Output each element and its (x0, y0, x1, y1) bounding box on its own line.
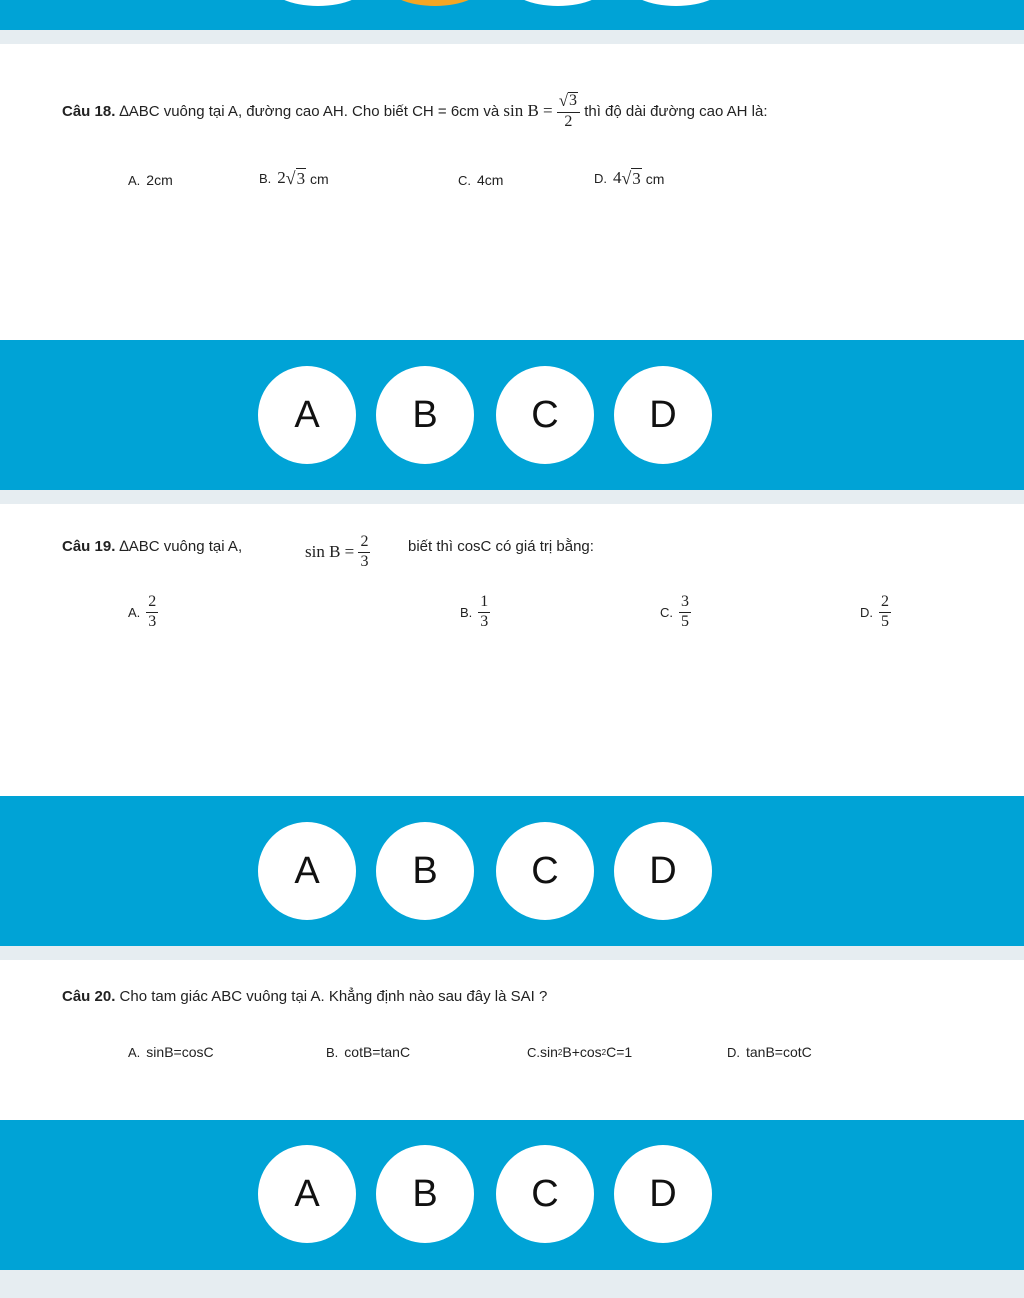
answer-button-a[interactable]: A (258, 1145, 356, 1243)
section-divider (0, 490, 1024, 504)
option-d: D. $\frac{2}{5}$ (860, 593, 889, 630)
sin-fraction: $\frac{2}{3}$ (360, 533, 369, 570)
answer-button-a-partial[interactable] (268, 0, 368, 6)
sin-expression (305, 534, 370, 571)
question-18 (0, 44, 1024, 340)
section-divider (0, 30, 1024, 44)
question-text: Cho tam giác ABC vuông tại A. Khẳng định nào sau đây là SAI ? (119, 988, 548, 1005)
option-d: D. 4 √ 3 cm (594, 168, 665, 188)
answer-button-d[interactable]: D (614, 822, 712, 920)
answer-button-b-partial-selected[interactable] (385, 0, 485, 6)
question-number: Câu 18. (62, 102, 116, 120)
answer-band-19 (0, 796, 1024, 946)
answer-button-b[interactable]: B (376, 822, 474, 920)
question-number: Câu 20. (62, 988, 116, 1005)
question-19 (0, 504, 1024, 796)
answer-button-b[interactable]: B (376, 366, 474, 464)
option-c: C. 4cm (458, 172, 504, 188)
section-divider (0, 946, 1024, 960)
question-20 (0, 960, 1024, 1120)
answer-band-18 (0, 340, 1024, 490)
answer-button-c[interactable]: C (496, 822, 594, 920)
answer-button-a[interactable]: A (258, 366, 356, 464)
option-d: D. tanB=cotC (727, 1044, 812, 1060)
answer-button-d[interactable]: D (614, 366, 712, 464)
question-text-tail: thì độ dài đường cao AH là: (584, 102, 768, 120)
question-text-tail: biết thì cosC có giá trị bằng: (408, 538, 594, 555)
question-18-text (62, 92, 768, 131)
option-c: C. sin 2 B+cos 2 C=1 (527, 1044, 633, 1060)
answer-button-a[interactable]: A (258, 822, 356, 920)
top-answer-band (0, 0, 1024, 30)
question-19-text (62, 538, 242, 555)
section-divider (0, 1270, 1024, 1298)
option-c: C. $\frac{3}{5}$ (660, 593, 689, 630)
answer-button-c[interactable]: C (496, 1145, 594, 1243)
question-number: Câu 19. (62, 538, 116, 555)
question-text: ∆ABC vuông tại A, (119, 538, 243, 555)
question-text: ∆ABC vuông tại A, đường cao AH. Cho biết CH = 6cm và (119, 102, 500, 120)
sin-label: sin B = (503, 101, 553, 121)
answer-button-c[interactable]: C (496, 366, 594, 464)
option-b: B. $\frac{1}{3}$ (460, 593, 489, 630)
sin-label: sin B = (305, 542, 355, 562)
sqrt-symbol: √ 3 (558, 91, 578, 110)
answer-button-d-partial[interactable] (626, 0, 726, 6)
option-a: A. sinB=cosC (128, 1044, 214, 1060)
option-b: B. cotB=tanC (326, 1044, 411, 1060)
answer-button-c-partial[interactable] (508, 0, 608, 6)
option-a: A. $\frac{2}{3}$ (128, 593, 157, 630)
option-b: B. 2 √ 3 cm (259, 168, 329, 188)
option-a: A. 2cm (128, 172, 173, 188)
sin-fraction: √ 3 2 (557, 92, 580, 131)
answer-button-b[interactable]: B (376, 1145, 474, 1243)
question-20-text (62, 988, 547, 1005)
answer-band-20 (0, 1120, 1024, 1270)
answer-button-d[interactable]: D (614, 1145, 712, 1243)
